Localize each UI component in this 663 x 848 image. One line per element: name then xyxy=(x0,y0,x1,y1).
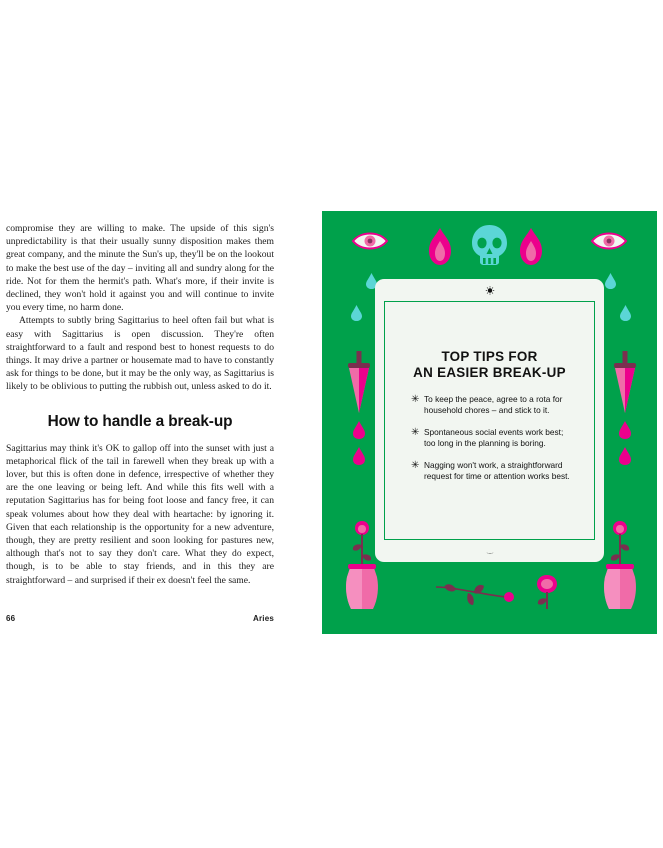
list-item xyxy=(411,427,574,450)
body-copy xyxy=(6,222,274,394)
paragraph: compromise they are willing to make. The upside of this sign's unpredictability is that their usually sunny disposition makes them great company, and the minute the Sun's up, they'll be on the lookout to make the best use of the day – inviting all and sundry along for the ride. Not for them the hermit's path. What's more, if their invite is declined, they won't hold it against you and will continue to invite you every time, no harm done. xyxy=(6,223,274,314)
tips-title xyxy=(385,349,594,380)
chapter-name: Aries xyxy=(252,614,274,623)
asterisk-icon: ✳ xyxy=(411,426,420,438)
sun-icon xyxy=(485,286,494,295)
moon-icon[interactable] xyxy=(484,545,495,556)
list-item xyxy=(411,394,574,417)
asterisk-icon: ✳ xyxy=(411,394,420,405)
vase-with-rose-icon xyxy=(600,511,640,621)
section-heading: How to handle a break-up xyxy=(47,412,233,430)
teardrop-icon xyxy=(351,305,362,321)
dagger-icon xyxy=(344,351,374,481)
eye-icon xyxy=(590,229,628,253)
tip-text: To keep the peace, agree to a rota for household chores – and stick to it. xyxy=(424,394,563,416)
page-number: 66 xyxy=(6,614,16,623)
list-item xyxy=(411,460,574,483)
paragraph: Sagittarius may think it's OK to gallop off into the sunset with just a metaphorical flick of the tail in farewell when they break up with a lover, but this is often done in defence, irrespective of whether they are the one leaving or being left. And while this fits well with a reputation Sagittarius has for being foot loose and fancy free, it can speak volumes about how they deal with heartache: by ignoring it. Given that each relationship is the opportunity for a new adventure, though, they are pretty resilient and soon looking for pastures new, although that's not to say they don't care. What they do expect, though, is to be able to stay friends, and in this they are straightforward – and surprised if their ex doesn't feel the same. xyxy=(6,442,274,586)
tip-text: Nagging won't work, a straightforward request for time or attention works best. xyxy=(424,459,570,482)
device-screen xyxy=(384,301,595,540)
tips-title-line-1: TOP TIPS FOR xyxy=(441,349,538,364)
page-footer xyxy=(6,614,274,623)
tips-title-line-2: AN EASIER BREAK-UP xyxy=(413,364,566,380)
rose-branch-icon xyxy=(434,581,514,611)
illustration-page xyxy=(322,211,657,634)
rose-icon xyxy=(530,573,564,613)
paragraph: Attempts to subtly bring Sagittarius to heel often fail but what is easy with Sagittarius is open discussion. They're often straightforward to a fault and respond best to honest requests to do things. It may drive a partner or housemate mad to have to constantly ask for things to be done, but it may be the only way, as Sagittarius is likely to be oblivious to putting the rubbish out, unless asked to do it. xyxy=(6,315,274,393)
tablet-device[interactable] xyxy=(375,279,604,562)
body-copy-after xyxy=(6,442,274,587)
flame-icon xyxy=(427,227,453,267)
left-page xyxy=(6,222,274,634)
eye-icon xyxy=(351,229,389,253)
dagger-icon xyxy=(610,351,640,481)
asterisk-icon: ✳ xyxy=(411,459,420,471)
teardrop-icon xyxy=(620,305,631,321)
teardrop-icon xyxy=(605,273,616,289)
tips-list xyxy=(411,394,574,492)
tip-text: Spontaneous social events work best; too long in the planning is boring. xyxy=(424,426,564,449)
skull-icon xyxy=(467,223,512,271)
flame-icon xyxy=(518,227,544,267)
